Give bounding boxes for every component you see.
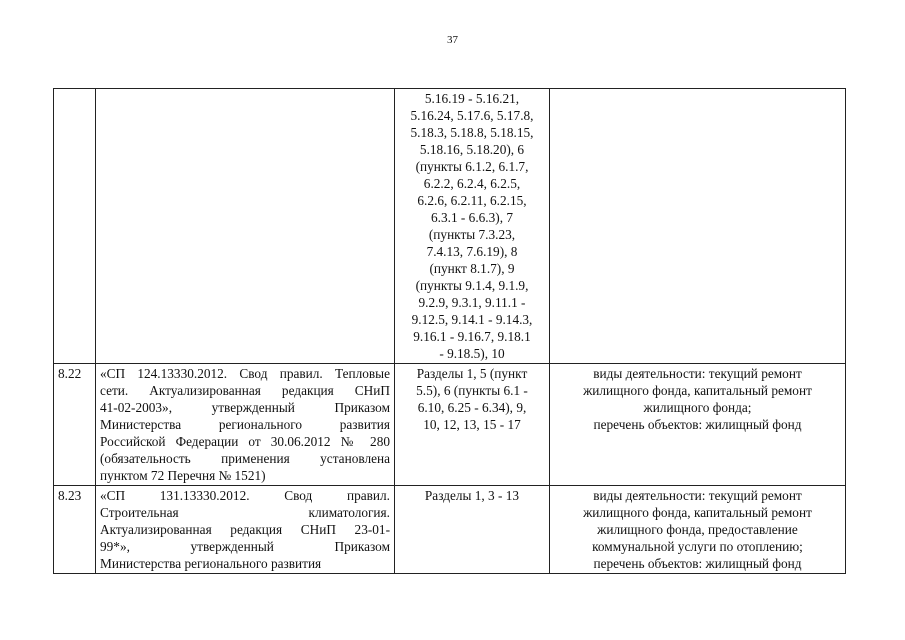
sections-line: Разделы 1, 5 (пункт: [416, 366, 528, 381]
document-line: 41-02-2003», утвержденный Приказом: [100, 400, 390, 415]
row-number: [54, 89, 96, 364]
sections-line: 6.10, 6.25 - 6.34), 9,: [417, 400, 527, 415]
document-line: Российской Федерации от 30.06.2012 № 280: [100, 434, 390, 449]
scope-cell: [550, 486, 846, 574]
document-line: сети. Актуализированная редакция СНиП: [100, 383, 390, 398]
document-line: «СП 124.13330.2012. Свод правил. Тепловые: [100, 366, 390, 381]
document-title: [96, 89, 395, 364]
scope-cell: [550, 364, 846, 486]
table-body: [54, 89, 846, 574]
scope-cell: [550, 89, 846, 364]
sections-cell: [395, 364, 550, 486]
page-number: 37: [447, 34, 458, 46]
sections-line: (пункт 8.1.7), 9: [429, 261, 515, 276]
scope-line: жилищного фонда, предоставление: [597, 522, 798, 537]
scope-line: перечень объектов: жилищный фонд: [593, 417, 802, 432]
document-line: «СП 131.13330.2012. Свод правил.: [100, 488, 390, 503]
document-line: (обязательность применения установлена: [100, 451, 390, 466]
scope-line: жилищного фонда, капитальный ремонт: [583, 505, 812, 520]
table-row: [54, 364, 846, 486]
sections-line: 9.12.5, 9.14.1 - 9.14.3,: [411, 312, 533, 327]
scope-line: виды деятельности: текущий ремонт: [593, 488, 802, 503]
sections-line: 9.16.1 - 9.16.7, 9.18.1: [413, 329, 531, 344]
document-line: Актуализированная редакция СНиП 23-01-: [100, 522, 390, 537]
table-row: [54, 89, 846, 364]
document-title: [96, 364, 395, 486]
document-line: Министерства регионального развития: [100, 417, 390, 432]
sections-line: 9.2.9, 9.3.1, 9.11.1 -: [418, 295, 526, 310]
sections-line: (пункты 9.1.4, 9.1.9,: [415, 278, 529, 293]
sections-line: 6.2.2, 6.2.4, 6.2.5,: [423, 176, 521, 191]
scope-line: перечень объектов: жилищный фонд: [593, 556, 802, 571]
document-line: Строительная климатология.: [100, 505, 390, 520]
sections-line: 6.3.1 - 6.6.3), 7: [431, 210, 513, 225]
sections-line: - 9.18.5), 10: [439, 346, 505, 361]
sections-line: 7.4.13, 7.6.19), 8: [426, 244, 518, 259]
scope-line: виды деятельности: текущий ремонт: [593, 366, 802, 381]
document-title: [96, 486, 395, 574]
sections-line: (пункты 6.1.2, 6.1.7,: [415, 159, 529, 174]
sections-line: 10, 12, 13, 15 - 17: [423, 417, 521, 432]
row-number: 8.22: [54, 364, 96, 486]
document-line: пунктом 72 Перечня № 1521): [100, 468, 266, 483]
scope-line: жилищного фонда, капитальный ремонт: [583, 383, 812, 398]
document-line: 99*», утвержденный Приказом: [100, 539, 390, 554]
sections-line: 5.5), 6 (пункты 6.1 -: [416, 383, 528, 398]
table-row: [54, 486, 846, 574]
sections-line: Разделы 1, 3 - 13: [424, 488, 520, 503]
sections-line: (пункты 7.3.23,: [428, 227, 516, 242]
sections-cell: [395, 89, 550, 364]
scope-line: коммунальной услуги по отоплению;: [592, 539, 803, 554]
regulations-table: [53, 88, 846, 574]
row-number: 8.23: [54, 486, 96, 574]
sections-line: 6.2.6, 6.2.11, 6.2.15,: [417, 193, 527, 208]
sections-line: 5.18.16, 5.18.20), 6: [419, 142, 525, 157]
sections-line: 5.18.3, 5.18.8, 5.18.15,: [410, 125, 534, 140]
sections-line: 5.16.24, 5.17.6, 5.17.8,: [410, 108, 534, 123]
scope-line: жилищного фонда;: [643, 400, 752, 415]
sections-cell: [395, 486, 550, 574]
document-line: Министерства регионального развития: [100, 556, 322, 571]
sections-line: 5.16.19 - 5.16.21,: [424, 91, 520, 106]
